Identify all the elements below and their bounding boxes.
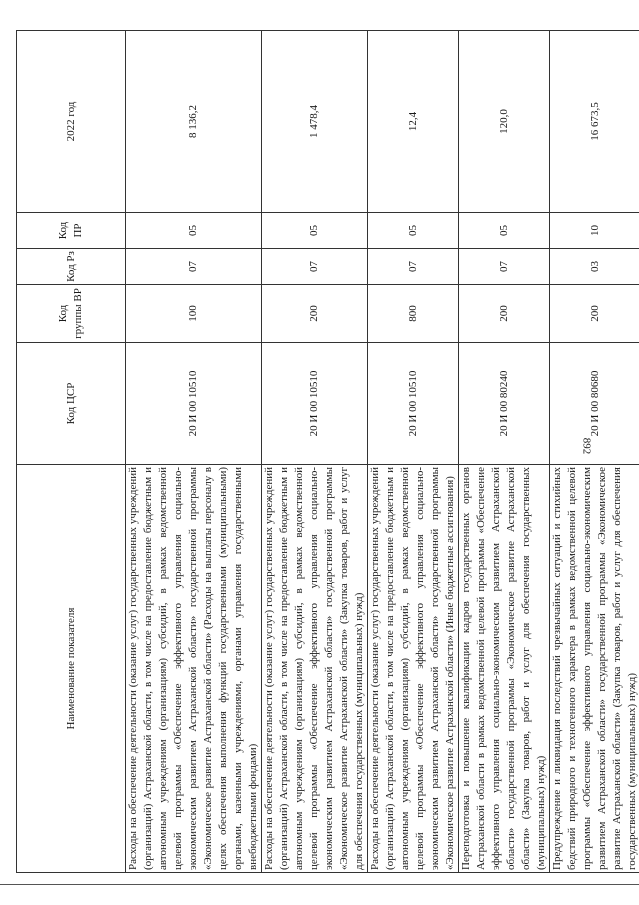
row-csr: 20 И 00 80680 xyxy=(550,343,639,465)
table-row xyxy=(126,31,262,873)
row-pr: 10 xyxy=(550,213,639,249)
row-vr: 200 xyxy=(550,285,639,343)
scan-edge-line xyxy=(0,884,639,885)
row-name: Расходы на обеспечение деятельности (оказание услуг) государственных учреждений (организаций) Астраханской области, в том числе на предоставление бюджетным и автономным учреждениям (организациям) субсидий, в рамках ведомственной целевой программы «Обеспечение эффективного управления социально-экономическим развитием Астраханской области» государственной программы «Экономическое развитие Астраханской области» (Иные бюджетные ассигнования) xyxy=(368,465,459,873)
row-csr: 20 И 00 10510 xyxy=(262,343,368,465)
row-csr: 20 И 00 80240 xyxy=(459,343,550,465)
row-pr: 05 xyxy=(262,213,368,249)
row-name: Расходы на обеспечение деятельности (оказание услуг) государственных учреждений (организаций) Астраханской области, в том числе на предоставление бюджетным и автономным учреждениям (организациям) субсидий, в рамках ведомственной целевой программы «Обеспечение эффективного управления социально-экономическим развитием Астраханской области» государственной программы «Экономическое развитие Астраханской области» (Расходы на выплаты персоналу в целях обеспечения выполнения функций государственными (муниципальными) органами, казенными учреждениями, органами управления государственными внебюджетными фондами) xyxy=(126,465,262,873)
table-row xyxy=(459,31,550,873)
header-vr: Код группы ВР xyxy=(17,285,126,343)
header-csr: Код ЦСР xyxy=(17,343,126,465)
row-value: 8 136,2 xyxy=(126,31,262,213)
table-row xyxy=(262,31,368,873)
table-header-row xyxy=(17,31,126,873)
row-value: 1 478,4 xyxy=(262,31,368,213)
row-pr: 05 xyxy=(368,213,459,249)
header-rz: Код Рз xyxy=(17,249,126,285)
row-rz: 03 xyxy=(550,249,639,285)
row-pr: 05 xyxy=(459,213,550,249)
row-name: Расходы на обеспечение деятельности (оказание услуг) государственных учреждений (организаций) Астраханской области, в том числе на предоставление бюджетным и автономным учреждениям (организациям) субсидий, в рамках ведомственной целевой программы «Обеспечение эффективного управления социально-экономическим развитием Астраханской области» государственной программы «Экономическое развитие Астраханской области» (Закупка товаров, работ и услуг для обеспечения государственных (муниципальных) нужд) xyxy=(262,465,368,873)
row-vr: 800 xyxy=(368,285,459,343)
header-name: Наименование показателя xyxy=(17,465,126,873)
row-vr: 200 xyxy=(459,285,550,343)
row-value: 16 673,5 xyxy=(550,31,639,213)
table-row xyxy=(550,31,639,873)
row-vr: 200 xyxy=(262,285,368,343)
row-name: Переподготовка и повышение квалификации кадров государственных органов Астраханской области в рамках ведомственной целевой программы «Обеспечение эффективного управления социально-экономическим развитием Астраханской области» государственной программы «Экономическое развитие Астраханской области» (Закупка товаров, работ и услуг для обеспечения государственных (муниципальных) нужд) xyxy=(459,465,550,873)
row-rz: 07 xyxy=(368,249,459,285)
header-pr: Код ПР xyxy=(17,213,126,249)
row-rz: 07 xyxy=(459,249,550,285)
budget-table xyxy=(16,30,639,873)
row-pr: 05 xyxy=(126,213,262,249)
row-rz: 07 xyxy=(262,249,368,285)
row-value: 12,4 xyxy=(368,31,459,213)
row-csr: 20 И 00 10510 xyxy=(368,343,459,465)
page-number: 892 xyxy=(580,437,593,455)
header-year: 2022 год xyxy=(17,31,126,213)
row-vr: 100 xyxy=(126,285,262,343)
row-name: Предупреждение и ликвидация последствий чрезвычайных ситуаций и стихийных бедствий природного и техногенного характера в рамках ведомственной целевой программы «Обеспечение эффективного управления социально-экономическим развитием Астраханской области» государственной программы «Экономическое развитие Астраханской области» (Закупка товаров, работ и услуг для обеспечения государственных (муниципальных) нужд) xyxy=(550,465,639,873)
row-rz: 07 xyxy=(126,249,262,285)
row-csr: 20 И 00 10510 xyxy=(126,343,262,465)
table-row xyxy=(368,31,459,873)
row-value: 120,0 xyxy=(459,31,550,213)
